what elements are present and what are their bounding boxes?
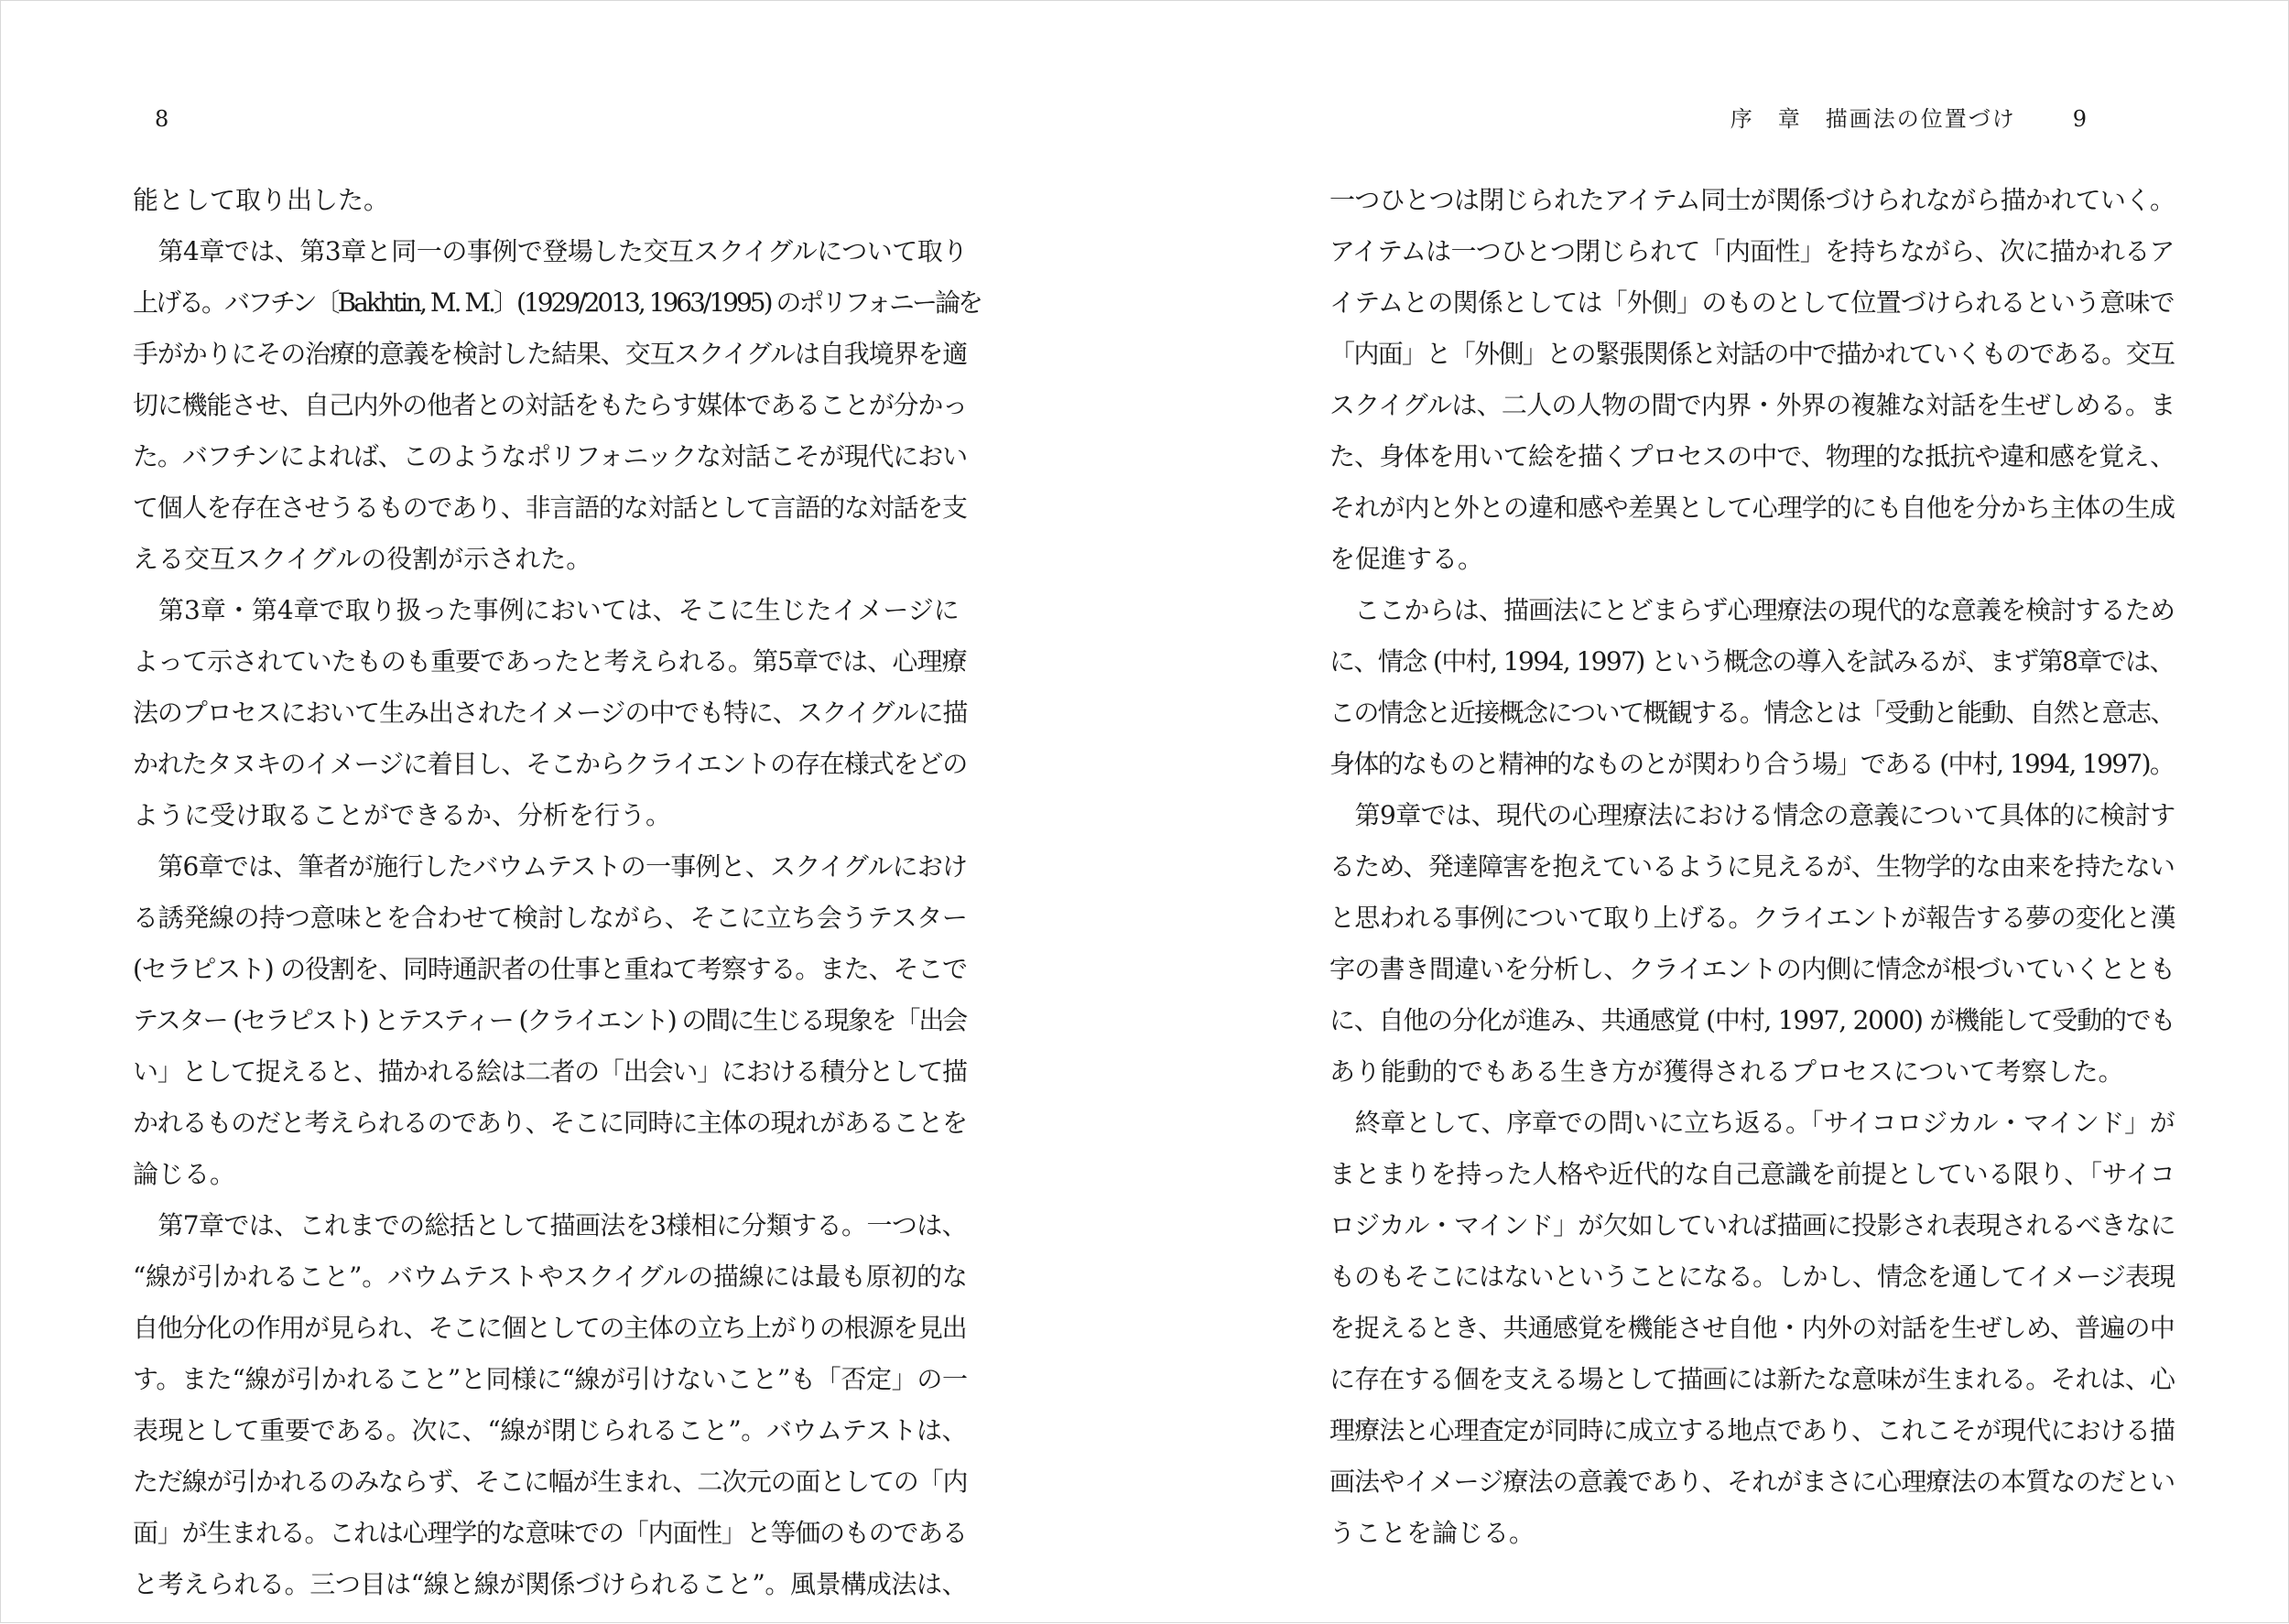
text-line: 第4章では、第3章と同一の事例で登場した交互スクイグルについて取り: [133, 236, 968, 266]
text-line: 能として取り出した。: [133, 185, 390, 215]
text-line: を促進する。: [1329, 544, 1484, 574]
text-line: 理療法と心理査定が同時に成立する地点であり、これこそが現代における描: [1329, 1415, 2175, 1445]
text-line: ロジカル・マインド」が欠如していれば描画に投影され表現されるべきなに: [1329, 1210, 2175, 1240]
text-line: かれたタヌキのイメージに着目し、そこからクライエントの存在様式をどの: [133, 749, 968, 779]
right-page: [1145, 1, 2289, 1624]
text-line: 上げる。バフチン〔Bakhtin, M. M.〕(1929/2013, 1963/1995) のポリフォニー論を: [133, 287, 982, 318]
text-line: それが内と外との違和感や差異として心理学的にも自他を分かち主体の生成: [1329, 493, 2175, 523]
text-line: あり能動的でもある生き方が獲得されるプロセスについて考察した。: [1329, 1056, 2124, 1087]
text-line: 「内面」と「外側」との緊張関係と対話の中で描かれていくものである。交互: [1329, 339, 2175, 369]
text-line: るため、発達障害を抱えているように見えるが、生物学的な由来を持たない: [1329, 851, 2175, 882]
left-page-body: [133, 175, 982, 1610]
text-line: 第3章・第4章で取り扱った事例においては、そこに生じたイメージに: [133, 595, 960, 625]
text-line: 手がかりにその治療的意義を検討した結果、交互スクイグルは自我境界を適: [133, 339, 968, 369]
text-line: スクイグルは、二人の人物の間で内界・外界の複雑な対話を生ぜしめる。ま: [1329, 390, 2175, 420]
text-line: 論じる。: [133, 1159, 236, 1189]
text-line: アイテムは一つひとつ閉じられて「内面性」を持ちながら、次に描かれるア: [1329, 236, 2175, 266]
text-line: うことを論じる。: [1329, 1518, 1535, 1548]
running-head: [1730, 105, 2088, 133]
text-line: ように受け取ることができるか、分析を行う。: [133, 800, 672, 830]
text-line: 面」が生まれる。これは心理学的な意味での「内面性」と等価のものである: [133, 1518, 967, 1548]
text-line: 自他分化の作用が見られ、そこに個としての主体の立ち上がりの根源を見出: [133, 1313, 967, 1343]
text-line: テスター (セラピスト) とテスティー (クライエント) の間に生じる現象を「出会: [133, 1005, 967, 1035]
text-line: に、情念 (中村, 1994, 1997) という概念の導入を試みるが、まず第8章では、: [1329, 646, 2175, 677]
text-line: 終章として、序章での問いに立ち返る。「サイコロジカル・マインド」が: [1329, 1108, 2175, 1138]
text-line: 画法やイメージ療法の意義であり、それがまさに心理療法の本質なのだとい: [1329, 1467, 2175, 1497]
page-number-left: 8: [155, 106, 169, 132]
text-line: 第7章では、これまでの総括として描画法を3様相に分類する。一つは、: [133, 1210, 968, 1240]
left-page: [1, 1, 1145, 1624]
text-line: この情念と近接概念について概観する。情念とは「受動と能動、自然と意志、: [1329, 698, 2175, 728]
text-line: を捉えるとき、共通感覚を機能させ自他・内外の対話を生ぜしめ、普遍の中: [1329, 1313, 2175, 1343]
text-line: イテムとの関係としては「外側」のものとして位置づけられるという意味で: [1329, 287, 2175, 318]
text-line: い」として捉えると、描かれる絵は二者の「出会い」における積分として描: [133, 1056, 967, 1087]
text-line: に、自他の分化が進み、共通感覚 (中村, 1997, 2000) が機能して受動的でも: [1329, 1005, 2175, 1035]
text-line: ただ線が引かれるのみならず、そこに幅が生まれ、二次元の面としての「内: [133, 1467, 968, 1497]
text-line: “線が引かれること”。バウムテストやスクイグルの描線には最も原初的な: [133, 1261, 968, 1292]
text-line: た、身体を用いて絵を描くプロセスの中で、物理的な抵抗や違和感を覚え、: [1329, 441, 2175, 471]
running-head-title: 序 章 描画法の位置づけ: [1730, 106, 2016, 132]
text-line: に存在する個を支える場として描画には新たな意味が生まれる。それは、心: [1329, 1364, 2175, 1394]
text-line: る誘発線の持つ意味とを合わせて検討しながら、そこに立ち会うテスター: [133, 903, 968, 933]
text-line: 法のプロセスにおいて生み出されたイメージの中でも特に、スクイグルに描: [133, 698, 968, 728]
text-line: す。また“線が引かれること”と同様に“線が引けないこと”も「否定」の一: [133, 1364, 968, 1394]
text-line: 一つひとつは閉じられたアイテム同士が関係づけられながら描かれていく。: [1329, 185, 2175, 215]
right-page-body: [1329, 175, 2175, 1559]
text-line: 第6章では、筆者が施行したバウムテストの一事例と、スクイグルにおけ: [133, 851, 968, 882]
text-line: 身体的なものと精神的なものとが関わり合う場」である (中村, 1994, 1997)。: [1329, 749, 2175, 779]
text-line: 切に機能させ、自己内外の他者との対話をもたらす媒体であることが分かっ: [133, 390, 967, 420]
text-line: える交互スクイグルの役割が示された。: [133, 544, 592, 574]
text-line: と考えられる。三つ目は“線と線が関係づけられること”。風景構成法は、: [133, 1569, 968, 1599]
text-line: ものもそこにはないということになる。しかし、情念を通してイメージ表現: [1329, 1261, 2175, 1292]
text-line: 第9章では、現代の心理療法における情念の意義について具体的に検討す: [1329, 800, 2175, 830]
text-line: まとまりを持った人格や近代的な自己意識を前提としている限り、「サイコ: [1329, 1159, 2175, 1189]
text-line: かれるものだと考えられるのであり、そこに同時に主体の現れがあることを: [133, 1108, 967, 1138]
text-line: ここからは、描画法にとどまらず心理療法の現代的な意義を検討するため: [1329, 595, 2175, 625]
text-line: て個人を存在させうるものであり、非言語的な対話として言語的な対話を支: [133, 493, 967, 523]
text-line: 字の書き間違いを分析し、クライエントの内側に情念が根づいていくととも: [1329, 954, 2175, 984]
text-line: た。バフチンによれば、このようなポリフォニックな対話こそが現代におい: [133, 441, 967, 471]
text-line: よって示されていたものも重要であったと考えられる。第5章では、心理療: [133, 646, 967, 677]
page-number-right: 9: [2072, 106, 2088, 132]
text-line: 表現として重要である。次に、“線が閉じられること”。バウムテストは、: [133, 1415, 968, 1445]
text-line: (セラピスト) の役割を、同時通訳者の仕事と重ねて考察する。また、そこで: [133, 954, 967, 984]
text-line: と思われる事例について取り上げる。クライエントが報告する夢の変化と漢: [1329, 903, 2175, 933]
